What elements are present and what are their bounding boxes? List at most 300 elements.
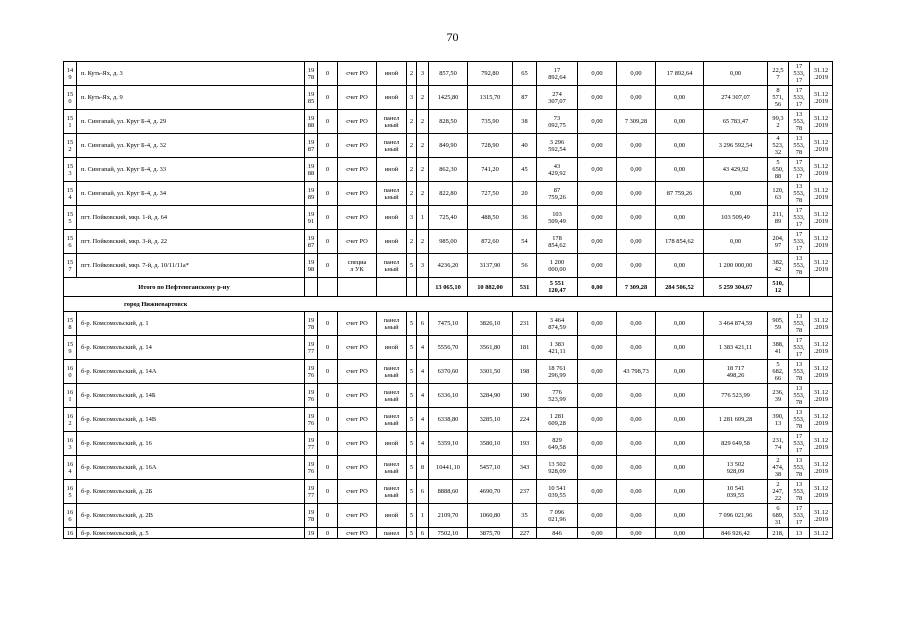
fund-federal: 0,00 (578, 384, 617, 408)
year-built: 19 89 (305, 182, 318, 206)
living-area: 728,90 (468, 134, 513, 158)
total-area: 985,00 (429, 230, 468, 254)
living-area: 735,90 (468, 110, 513, 134)
fund-type: счет РО (338, 230, 377, 254)
fund-type: счет РО (338, 528, 377, 539)
row-number: 16 1 (64, 384, 77, 408)
repair-cost: 829 649,58 (537, 432, 578, 456)
deadline: 31.12 .2019 (810, 86, 833, 110)
floors: 5 (407, 504, 417, 528)
col-zero: 0 (318, 480, 338, 504)
deadline: 31.12 .2019 (810, 182, 833, 206)
city-name: город Нижневартовск (64, 297, 833, 312)
total-area: 2109,70 (429, 504, 468, 528)
max-cost: 17 533, 17 (789, 206, 810, 230)
fund-federal: 0,00 (578, 456, 617, 480)
floors: 5 (407, 408, 417, 432)
fund-owners: 1 281 609,28 (704, 408, 768, 432)
fund-owners: 10 541 039,55 (704, 480, 768, 504)
fund-federal: 0,00 (578, 230, 617, 254)
col-zero: 0 (318, 86, 338, 110)
repair-cost: 43 429,92 (537, 158, 578, 182)
specific-cost: 211, 89 (768, 206, 789, 230)
col-zero: 0 (318, 230, 338, 254)
wall-material: панел ьный (377, 312, 407, 336)
entrances: 3 (417, 62, 429, 86)
year-built: 19 87 (305, 134, 318, 158)
deadline: 31.12 .2019 (810, 230, 833, 254)
specific-cost: 218, (768, 528, 789, 539)
row-number: 14 9 (64, 62, 77, 86)
living-area: 5457,10 (468, 456, 513, 480)
fund-local: 17 892,64 (656, 62, 704, 86)
fund-federal: 0,00 (578, 62, 617, 86)
specific-cost: 4 523, 32 (768, 134, 789, 158)
deadline: 31.12 .2019 (810, 62, 833, 86)
address: п. Сингапай, ул. Круг Б-4, д. 34 (77, 182, 305, 206)
fund-local: 87 759,26 (656, 182, 704, 206)
row-number: 16 0 (64, 360, 77, 384)
floors: 5 (407, 336, 417, 360)
fund-local: 0,00 (656, 408, 704, 432)
total-area: 1425,80 (429, 86, 468, 110)
specific-cost: 236, 39 (768, 384, 789, 408)
floors: 5 (407, 480, 417, 504)
specific-cost: 204, 97 (768, 230, 789, 254)
floors: 2 (407, 158, 417, 182)
fund-regional: 0,00 (617, 480, 656, 504)
fund-regional: 43 798,73 (617, 360, 656, 384)
fund-owners: 103 509,49 (704, 206, 768, 230)
fund-local: 0,00 (656, 528, 704, 539)
total-area: 7502,10 (429, 528, 468, 539)
living-area: 1060,80 (468, 504, 513, 528)
fund-type: счет РО (338, 312, 377, 336)
fund-regional: 0,00 (617, 456, 656, 480)
fund-owners: 1 383 421,11 (704, 336, 768, 360)
fund-federal: 0,00 (578, 110, 617, 134)
specific-cost: 382, 42 (768, 254, 789, 278)
max-cost: 17 533, 17 (789, 230, 810, 254)
floors: 5 (407, 312, 417, 336)
fund-federal: 0,00 (578, 360, 617, 384)
entrances: 4 (417, 336, 429, 360)
table-row (64, 158, 833, 182)
repair-cost: 846 (537, 528, 578, 539)
year-built: 19 76 (305, 360, 318, 384)
row-number: 15 9 (64, 336, 77, 360)
year-built: 19 98 (305, 254, 318, 278)
col-zero: 0 (318, 110, 338, 134)
entrances: 2 (417, 134, 429, 158)
living-area: 488,50 (468, 206, 513, 230)
total-label: Итого по Нефтеюганскому р-ну (64, 278, 305, 297)
max-cost: 17 533, 17 (789, 86, 810, 110)
fund-federal: 0,00 (578, 206, 617, 230)
table-total (64, 278, 833, 312)
year-built: 19 78 (305, 504, 318, 528)
specific-cost: 390, 13 (768, 408, 789, 432)
table-row (64, 182, 833, 206)
year-built: 19 76 (305, 408, 318, 432)
table-row (64, 480, 833, 504)
address: п. Куть-Ях, д. 9 (77, 86, 305, 110)
deadline: 31.12 .2019 (810, 206, 833, 230)
max-cost: 13 553, 78 (789, 384, 810, 408)
table-row (64, 336, 833, 360)
entrances: 1 (417, 206, 429, 230)
total-specific: 510, 12 (768, 278, 789, 297)
fund-local: 0,00 (656, 432, 704, 456)
row-number: 15 8 (64, 312, 77, 336)
repair-cost: 776 523,99 (537, 384, 578, 408)
max-cost: 13 553, 78 (789, 312, 810, 336)
specific-cost: 99,3 2 (768, 110, 789, 134)
repair-cost: 7 096 021,96 (537, 504, 578, 528)
row-number: 15 5 (64, 206, 77, 230)
row-number: 16 (64, 528, 77, 539)
living-area: 727,50 (468, 182, 513, 206)
entrances: 2 (417, 110, 429, 134)
specific-cost: 6 689, 31 (768, 504, 789, 528)
repair-cost: 3 296 592,54 (537, 134, 578, 158)
fund-type: счет РО (338, 86, 377, 110)
floors: 3 (407, 86, 417, 110)
year-built: 19 77 (305, 336, 318, 360)
entrances: 8 (417, 456, 429, 480)
fund-regional: 0,00 (617, 504, 656, 528)
fund-owners: 3 464 874,59 (704, 312, 768, 336)
residents: 224 (513, 408, 537, 432)
fund-federal: 0,00 (578, 254, 617, 278)
address: пгт. Пойковский, мкр. 7-й, д. 10/11/11а* (77, 254, 305, 278)
row-number: 15 1 (64, 110, 77, 134)
residents: 181 (513, 336, 537, 360)
deadline: 31.12 .2019 (810, 456, 833, 480)
max-cost: 17 533, 17 (789, 504, 810, 528)
entrances: 2 (417, 182, 429, 206)
living-area: 3285,10 (468, 408, 513, 432)
year-built: 19 (305, 528, 318, 539)
table-body-neftey (64, 62, 833, 278)
fund-owners: 7 096 021,96 (704, 504, 768, 528)
fund-owners: 0,00 (704, 230, 768, 254)
living-area: 3580,10 (468, 432, 513, 456)
residents: 87 (513, 86, 537, 110)
fund-owners: 13 502 928,09 (704, 456, 768, 480)
table-row (64, 86, 833, 110)
total-area: 822,80 (429, 182, 468, 206)
fund-regional: 0,00 (617, 134, 656, 158)
fund-local: 0,00 (656, 480, 704, 504)
table-row (64, 230, 833, 254)
total-area: 13 065,10 (429, 278, 468, 297)
residents: 54 (513, 230, 537, 254)
table-row (64, 456, 833, 480)
col-zero: 0 (318, 528, 338, 539)
fund-local: 0,00 (656, 158, 704, 182)
specific-cost: 8 571, 56 (768, 86, 789, 110)
specific-cost: 120, 63 (768, 182, 789, 206)
address: б-р. Комсомольский, д. 14В (77, 408, 305, 432)
residents: 40 (513, 134, 537, 158)
total-area: 10441,10 (429, 456, 468, 480)
entrances: 4 (417, 432, 429, 456)
total-area: 8888,60 (429, 480, 468, 504)
year-built: 19 76 (305, 384, 318, 408)
floors: 5 (407, 360, 417, 384)
fund-regional: 0,00 (617, 528, 656, 539)
fund-type: счет РО (338, 206, 377, 230)
col-zero: 0 (318, 336, 338, 360)
deadline: 31.12 .2019 (810, 384, 833, 408)
fund-type: счет РО (338, 432, 377, 456)
fund-federal: 0,00 (578, 158, 617, 182)
address: б-р. Комсомольский, д. 16 (77, 432, 305, 456)
total-area: 725,40 (429, 206, 468, 230)
repair-cost: 178 854,62 (537, 230, 578, 254)
total-area: 828,50 (429, 110, 468, 134)
deadline: 31.12 .2019 (810, 134, 833, 158)
floors: 5 (407, 456, 417, 480)
specific-cost: 2 247, 22 (768, 480, 789, 504)
fund-type: счет РО (338, 336, 377, 360)
repair-cost: 73 092,75 (537, 110, 578, 134)
max-cost: 17 533, 17 (789, 432, 810, 456)
residents: 45 (513, 158, 537, 182)
wall-material: панел ьный (377, 480, 407, 504)
fund-owners: 3 296 592,54 (704, 134, 768, 158)
fund-local: 0,00 (656, 504, 704, 528)
deadline: 31.12 .2019 (810, 312, 833, 336)
deadline: 31.12 .2019 (810, 110, 833, 134)
specific-cost: 2 474, 38 (768, 456, 789, 480)
total-area: 5556,70 (429, 336, 468, 360)
residents: 38 (513, 110, 537, 134)
fund-regional: 0,00 (617, 86, 656, 110)
fund-owners: 846 926,42 (704, 528, 768, 539)
max-cost: 13 553, 78 (789, 408, 810, 432)
address: б-р. Комсомольский, д. 2Б (77, 480, 305, 504)
total-fund-4: 5 259 304,67 (704, 278, 768, 297)
max-cost: 13 553, 78 (789, 182, 810, 206)
address: п. Сингапай, ул. Круг Б-4, д. 33 (77, 158, 305, 182)
row-number: 15 6 (64, 230, 77, 254)
total-fund-1: 0,00 (578, 278, 617, 297)
wall-material: иной (377, 86, 407, 110)
address: п. Сингапай, ул. Круг Б-4, д. 29 (77, 110, 305, 134)
specific-cost: 905, 59 (768, 312, 789, 336)
fund-owners: 43 429,92 (704, 158, 768, 182)
table-row (64, 62, 833, 86)
col-zero: 0 (318, 360, 338, 384)
year-built: 19 78 (305, 62, 318, 86)
fund-federal: 0,00 (578, 312, 617, 336)
fund-owners: 776 523,99 (704, 384, 768, 408)
entrances: 1 (417, 504, 429, 528)
row-number: 15 3 (64, 158, 77, 182)
repair-cost: 10 541 039,55 (537, 480, 578, 504)
year-built: 19 77 (305, 432, 318, 456)
table-row (64, 432, 833, 456)
entrances: 3 (417, 254, 429, 278)
table-row (64, 528, 833, 539)
fund-regional: 0,00 (617, 158, 656, 182)
fund-local: 0,00 (656, 312, 704, 336)
fund-federal: 0,00 (578, 504, 617, 528)
total-area: 6370,60 (429, 360, 468, 384)
wall-material: панел ьный (377, 110, 407, 134)
year-built: 19 88 (305, 158, 318, 182)
fund-federal: 0,00 (578, 432, 617, 456)
repair-cost: 13 502 928,09 (537, 456, 578, 480)
max-cost: 17 533, 17 (789, 336, 810, 360)
wall-material: иной (377, 504, 407, 528)
deadline: 31.12 .2019 (810, 360, 833, 384)
year-built: 19 91 (305, 206, 318, 230)
floors: 5 (407, 384, 417, 408)
max-cost: 13 553, 78 (789, 110, 810, 134)
entrances: 6 (417, 480, 429, 504)
residents: 190 (513, 384, 537, 408)
total-cost: 5 551 120,47 (537, 278, 578, 297)
wall-material: панел ьный (377, 182, 407, 206)
col-zero: 0 (318, 158, 338, 182)
row-number: 16 2 (64, 408, 77, 432)
city-header-row (64, 297, 833, 312)
repair-cost: 3 464 874,59 (537, 312, 578, 336)
wall-material: панел ьный (377, 254, 407, 278)
floors: 5 (407, 254, 417, 278)
col-zero: 0 (318, 312, 338, 336)
max-cost: 13 553, 78 (789, 456, 810, 480)
fund-regional: 0,00 (617, 254, 656, 278)
row-number: 15 0 (64, 86, 77, 110)
residents: 20 (513, 182, 537, 206)
entrances: 2 (417, 158, 429, 182)
fund-regional: 7 309,28 (617, 110, 656, 134)
row-number: 16 4 (64, 456, 77, 480)
living-area: 3301,50 (468, 360, 513, 384)
fund-owners: 65 783,47 (704, 110, 768, 134)
entrances: 2 (417, 86, 429, 110)
repair-cost: 17 892,64 (537, 62, 578, 86)
address: б-р. Комсомольский, д. 5 (77, 528, 305, 539)
fund-regional: 0,00 (617, 432, 656, 456)
fund-owners: 18 717 498,26 (704, 360, 768, 384)
max-cost: 13 553, 78 (789, 480, 810, 504)
fund-local: 0,00 (656, 110, 704, 134)
fund-type: счет РО (338, 384, 377, 408)
row-number: 16 3 (64, 432, 77, 456)
fund-owners: 0,00 (704, 182, 768, 206)
fund-regional: 0,00 (617, 408, 656, 432)
fund-federal: 0,00 (578, 528, 617, 539)
entrances: 4 (417, 384, 429, 408)
max-cost: 13 553, 78 (789, 134, 810, 158)
residents: 198 (513, 360, 537, 384)
fund-regional: 0,00 (617, 62, 656, 86)
table-row (64, 110, 833, 134)
wall-material: панел (377, 528, 407, 539)
col-zero: 0 (318, 408, 338, 432)
fund-owners: 274 307,07 (704, 86, 768, 110)
repair-cost: 87 759,26 (537, 182, 578, 206)
repair-cost: 103 509,49 (537, 206, 578, 230)
fund-regional: 0,00 (617, 206, 656, 230)
row-number: 15 7 (64, 254, 77, 278)
repair-cost: 18 761 296,99 (537, 360, 578, 384)
table-row (64, 254, 833, 278)
address: пгт. Пойковский, мкр. 3-й, д. 22 (77, 230, 305, 254)
deadline: 31.12 .2019 (810, 336, 833, 360)
wall-material: иной (377, 62, 407, 86)
address: п. Сингапай, ул. Круг Б-4, д. 32 (77, 134, 305, 158)
entrances: 6 (417, 528, 429, 539)
deadline: 31.12 (810, 528, 833, 539)
col-zero: 0 (318, 254, 338, 278)
address: б-р. Комсомольский, д. 2В (77, 504, 305, 528)
living-area: 741,20 (468, 158, 513, 182)
floors: 3 (407, 206, 417, 230)
repair-cost: 1 281 609,28 (537, 408, 578, 432)
residents: 36 (513, 206, 537, 230)
specific-cost: 22,5 7 (768, 62, 789, 86)
wall-material: панел ьный (377, 360, 407, 384)
total-fund-3: 284 506,52 (656, 278, 704, 297)
housing-repair-table (63, 61, 833, 539)
entrances: 4 (417, 408, 429, 432)
fund-type: счет РО (338, 504, 377, 528)
residents: 227 (513, 528, 537, 539)
fund-local: 0,00 (656, 134, 704, 158)
total-area: 4236,20 (429, 254, 468, 278)
deadline: 31.12 .2019 (810, 480, 833, 504)
fund-type: счет РО (338, 408, 377, 432)
deadline: 31.12 .2019 (810, 408, 833, 432)
table-body-nizhnevartovsk (64, 312, 833, 539)
fund-federal: 0,00 (578, 86, 617, 110)
wall-material: иной (377, 336, 407, 360)
fund-local: 0,00 (656, 206, 704, 230)
fund-federal: 0,00 (578, 336, 617, 360)
residents: 35 (513, 504, 537, 528)
specific-cost: 231, 74 (768, 432, 789, 456)
repair-cost: 1 383 421,11 (537, 336, 578, 360)
wall-material: панел ьный (377, 384, 407, 408)
entrances: 6 (417, 312, 429, 336)
residents: 237 (513, 480, 537, 504)
fund-type: счет РО (338, 456, 377, 480)
wall-material: иной (377, 432, 407, 456)
fund-owners: 1 200 000,00 (704, 254, 768, 278)
fund-regional: 0,00 (617, 384, 656, 408)
max-cost: 17 533, 17 (789, 158, 810, 182)
fund-local: 0,00 (656, 254, 704, 278)
fund-owners: 829 649,58 (704, 432, 768, 456)
fund-local: 0,00 (656, 360, 704, 384)
living-area: 4690,70 (468, 480, 513, 504)
table-row (64, 312, 833, 336)
year-built: 19 87 (305, 230, 318, 254)
floors: 2 (407, 182, 417, 206)
deadline: 31.12 .2019 (810, 254, 833, 278)
living-area: 792,80 (468, 62, 513, 86)
total-area: 5359,10 (429, 432, 468, 456)
col-zero: 0 (318, 206, 338, 230)
total-residents: 531 (513, 278, 537, 297)
row-number: 15 2 (64, 134, 77, 158)
